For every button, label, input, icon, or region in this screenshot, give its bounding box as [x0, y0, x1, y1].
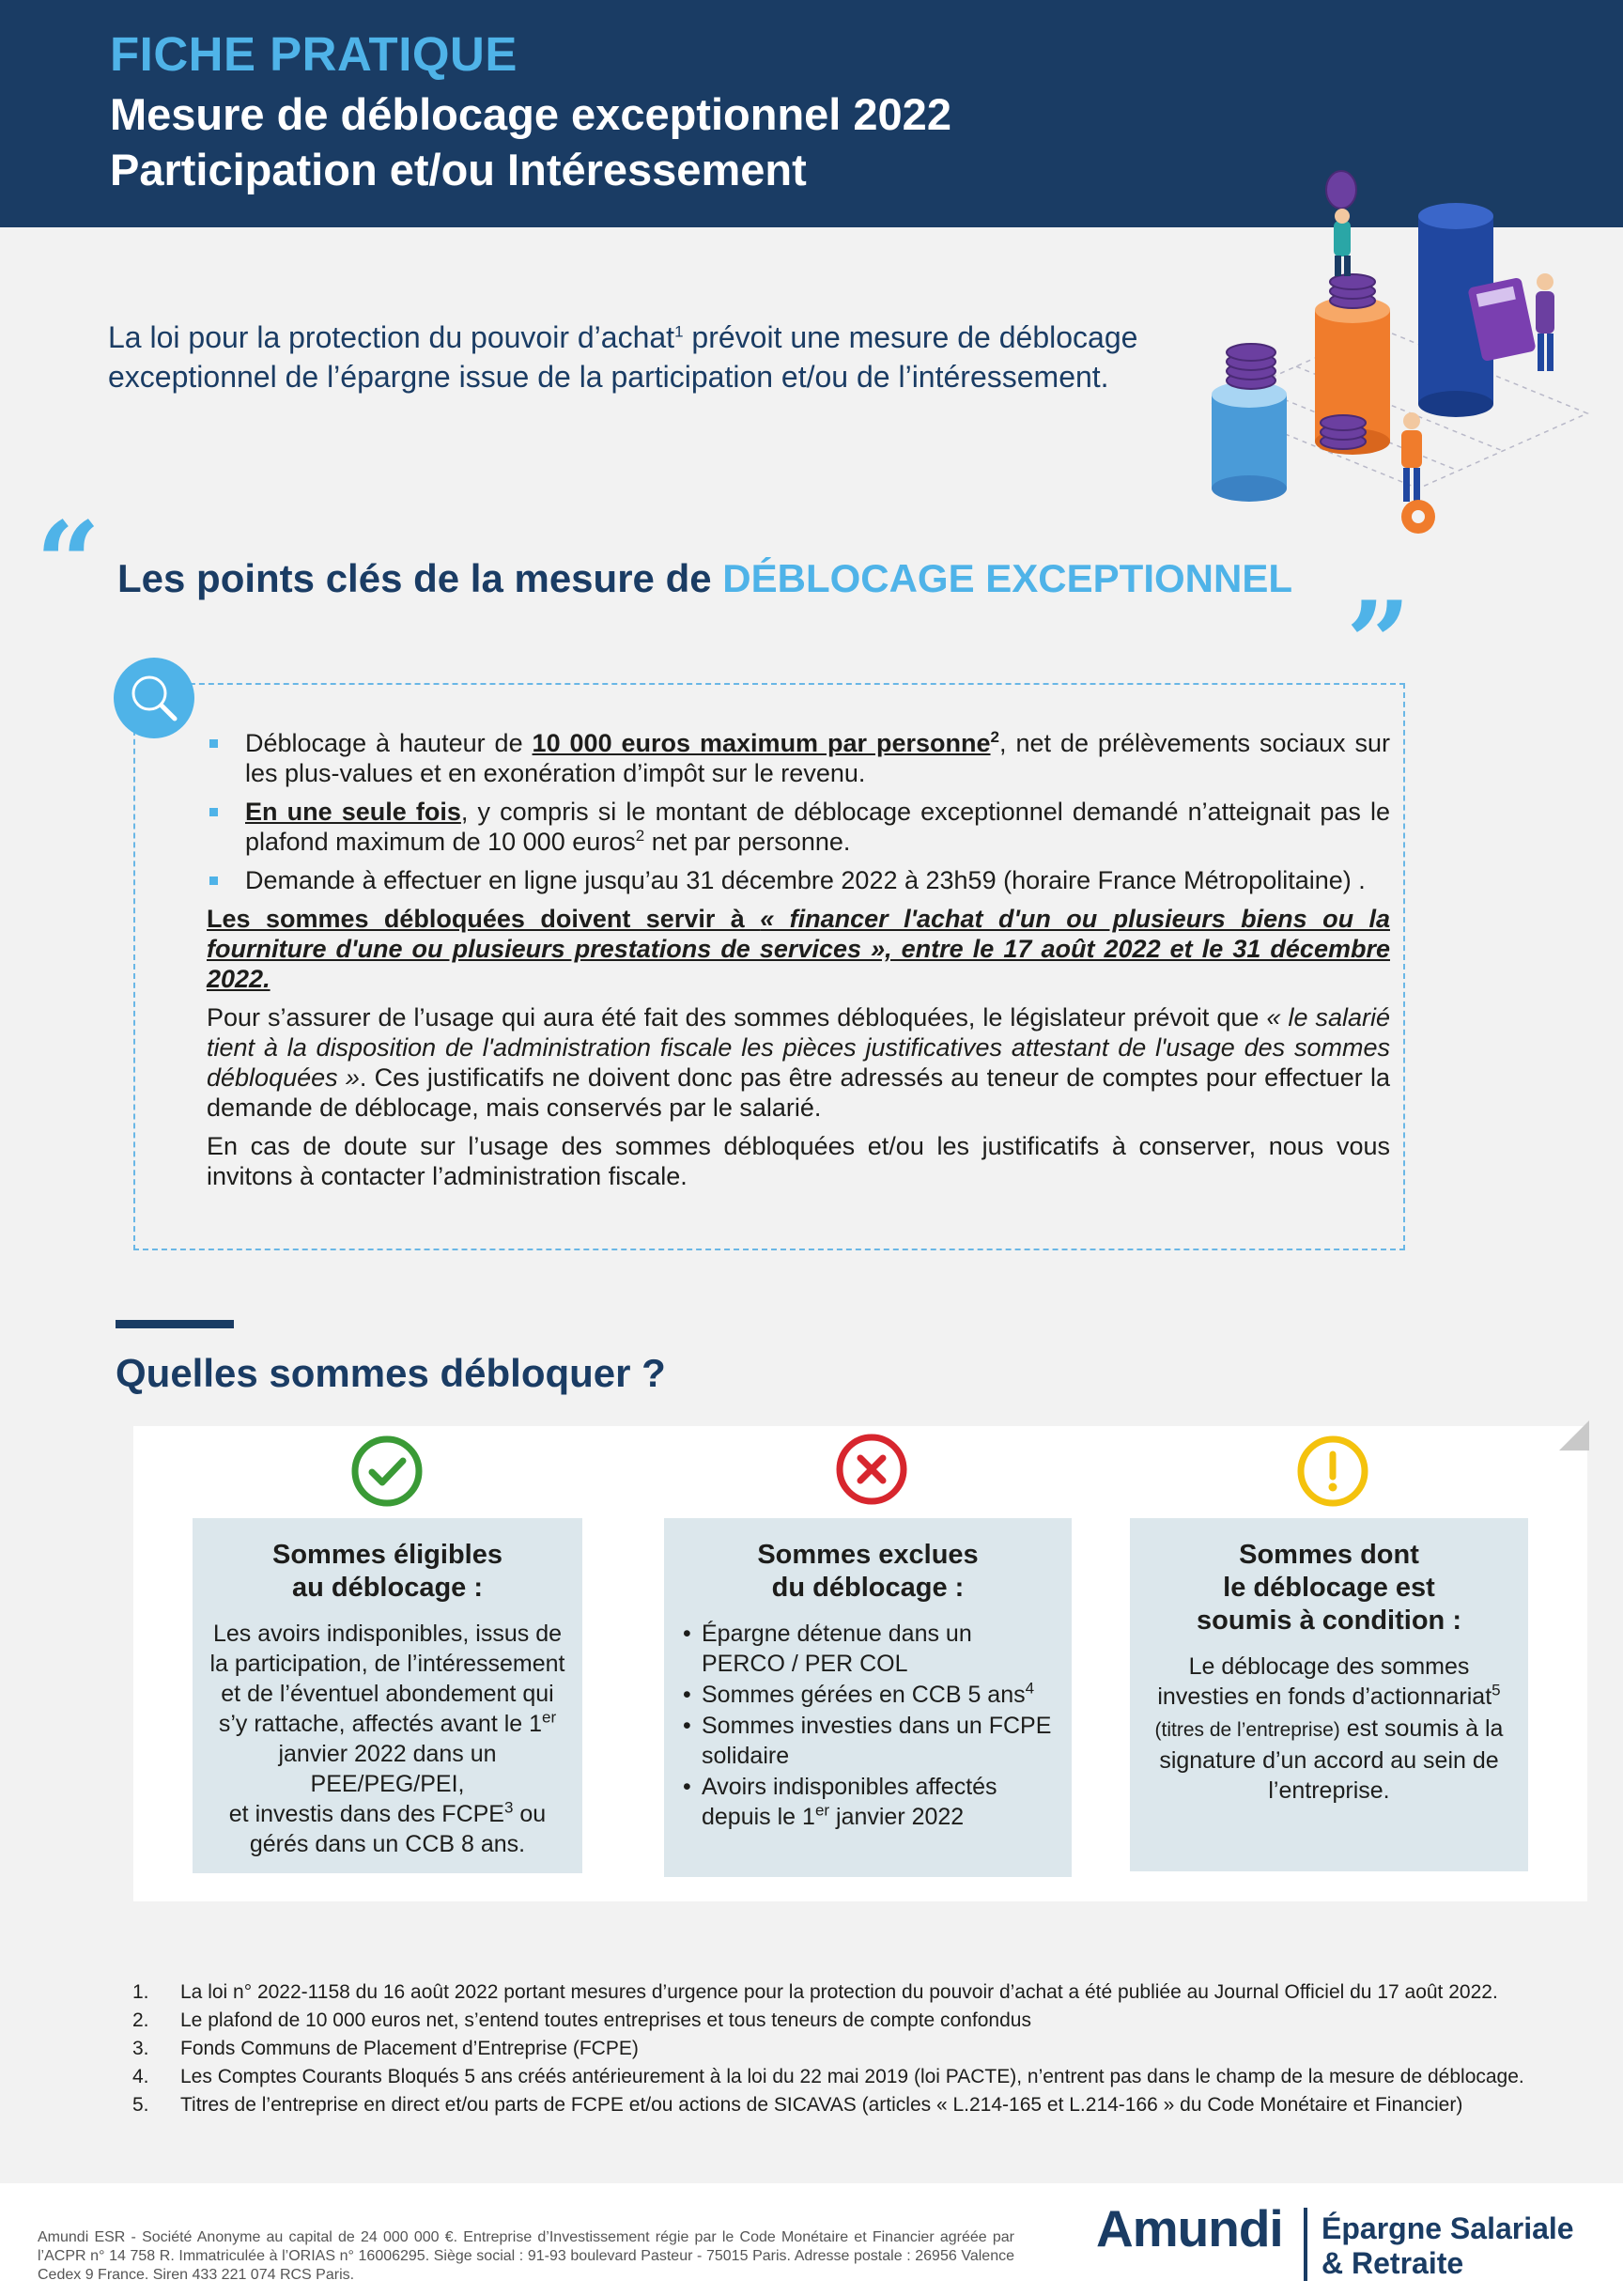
footnote-item: 2. Le plafond de 10 000 euros net, s’entend toutes entreprises et tous teneurs de compte confondus	[132, 2009, 1031, 2031]
exclamation-circle-icon	[1295, 1434, 1370, 1509]
section-accent-bar	[116, 1320, 234, 1328]
card-conditional-text: Le déblocage des sommes investies en fonds d’actionnariat$^5$ (titres de l’entreprise) est soumis à la signature d’un accord au sein de l’entreprise.	[1154, 1653, 1504, 1804]
card-excluded	[664, 1518, 1072, 1877]
card-conditional-title: Sommes dont le déblocage est soumis à condition :	[1197, 1540, 1461, 1636]
bullet-amount: Déblocage à hauteur de 10 000 euros maximum par personne$^2$, net de prélèvements sociaux sur les plus-values et en exonération d’impôt sur le revenu.	[207, 728, 1390, 788]
x-circle-icon	[834, 1432, 909, 1507]
contact-paragraph: En cas de doute sur l’usage des sommes débloquées et/ou les justificatifs à conserver, nous vous invitons à contacter l’administration fiscale.	[207, 1132, 1390, 1190]
person-holding-coin	[1326, 171, 1356, 276]
key-points-title: Les points clés de la mesure de DÉBLOCAGE EXCEPTIONNEL	[117, 556, 1292, 600]
logo-tagline-line1: Épargne Salariale	[1322, 2211, 1574, 2245]
logo-divider	[1304, 2208, 1307, 2281]
bullet-once: En une seule fois, y compris si le montant de déblocage exceptionnel demandé n’atteignait pas le plafond maximum de 10 000 euros$^2$ net par personne.	[207, 797, 1390, 857]
list-item: • Sommes investies dans un FCPE solidaire	[681, 1711, 1055, 1771]
coin-stack-purple-left	[1227, 344, 1275, 389]
list-item: • Sommes gérées en CCB 5 ans$^4$	[681, 1680, 1055, 1710]
gear-icon	[1401, 500, 1435, 534]
list-item: • Avoirs indisponibles affectés depuis le 1er janvier 2022	[681, 1772, 1055, 1832]
magnifier-icon	[114, 658, 194, 738]
intro-paragraph: La loi pour la protection du pouvoir d’achat$^1$ prévoit une mesure de déblocage exceptionnel de l’épargne issue de la participation et/ou de l’intéressement.	[108, 320, 1138, 394]
close-quote-icon: ”	[1346, 577, 1412, 709]
amundi-logo: Amundi	[1096, 2199, 1283, 2257]
footnote-item: 3. Fonds Communs de Placement d’Entreprise (FCPE)	[132, 2038, 639, 2059]
page-title-line2: Participation et/ou Intéressement	[110, 145, 807, 194]
coin-stack-purple-bottom	[1321, 415, 1366, 449]
cylinder-light-blue	[1212, 381, 1287, 502]
card-eligible-text: Les avoirs indisponibles, issus de la participation, de l’intéressement et de l’éventuel abondement qui s’y rattache, affectés avant le 1er janvier 2022 dans un PEE/PEG/PEI, et investis dans des FCPE$^3$ ou gérés dans un CCB 8 ans.	[209, 1621, 565, 1857]
list-item: • Épargne détenue dans un PERCO / PER COL	[681, 1619, 1055, 1679]
key-points-content	[207, 728, 1390, 1191]
legal-notice: Amundi ESR - Société Anonyme au capital de 24 000 000 €. Entreprise d’Investissement régie par le Code Monétaire et Financier agréée par l’ACPR n° 14 758 R. Immatriculée à l’ORIAS n° 16006295. Siège social : 91-93 boulevard Pasteur - 75015 Paris. Adresse postale : 26956 Valence Cedex 9 France. Siren 433 221 074 RCS Paris.	[38, 2229, 1014, 2283]
page-fold-corner	[1559, 1420, 1589, 1451]
page-title-line1: Mesure de déblocage exceptionnel 2022	[110, 89, 951, 139]
open-quote-icon: “	[36, 497, 101, 629]
card-excluded-title: Sommes exclues du déblocage :	[757, 1540, 979, 1603]
card-eligible-title: Sommes éligibles au déblocage :	[272, 1540, 502, 1603]
savings-illustration	[1193, 169, 1597, 545]
footnote-item: 5. Titres de l’entreprise en direct et/ou parts de FCPE et/ou actions de SICAVAS (articles « L.214-165 et L.214-166 » du Code Monétaire et Financier)	[132, 2094, 1463, 2116]
bullet-deadline: Demande à effectuer en ligne jusqu’au 31 décembre 2022 à 23h59 (horaire France Métropolitaine) .	[207, 865, 1390, 895]
card-conditional	[1130, 1518, 1528, 1871]
coin-stack-purple-middle	[1330, 274, 1375, 308]
footnote-item: 4. Les Comptes Courants Bloqués 5 ans créés antérieurement à la loi du 22 mai 2019 (loi PACTE), n’entrent pas dans le champ de la mesure de déblocage.	[132, 2066, 1524, 2087]
person-bottom	[1401, 412, 1422, 502]
card-eligible	[193, 1518, 582, 1873]
footnote-item: 1. La loi n° 2022-1158 du 16 août 2022 portant mesures d’urgence pour la protection du pouvoir d’achat a été publiée au Journal Officiel du 17 août 2022.	[132, 1981, 1498, 2003]
check-circle-icon	[349, 1434, 425, 1509]
person-standing-right	[1536, 273, 1554, 371]
logo-tagline-line2: & Retraite	[1322, 2246, 1464, 2280]
justification-paragraph: Pour s’assurer de l’usage qui aura été fait des sommes débloquées, le législateur prévoit que « le salarié tient à la disposition de l'administration fiscale les pièces justificatives attestant de l'usage des sommes débloquées ». Ces justificatifs ne doivent donc pas être adressés au teneur de comptes pour effectuer la demande de déblocage, mais conservés par le salarié.	[207, 1003, 1390, 1122]
usage-paragraph: Les sommes débloquées doivent servir à « financer l'achat d'un ou plusieurs biens ou la fourniture d'une ou plusieurs prestations de services », entre le 17 août 2022 et le 31 décembre 2022.	[207, 905, 1390, 993]
footnotes	[130, 1980, 1604, 2121]
header-kicker: FICHE PRATIQUE	[110, 27, 518, 81]
section-title: Quelles sommes débloquer ?	[116, 1351, 666, 1395]
